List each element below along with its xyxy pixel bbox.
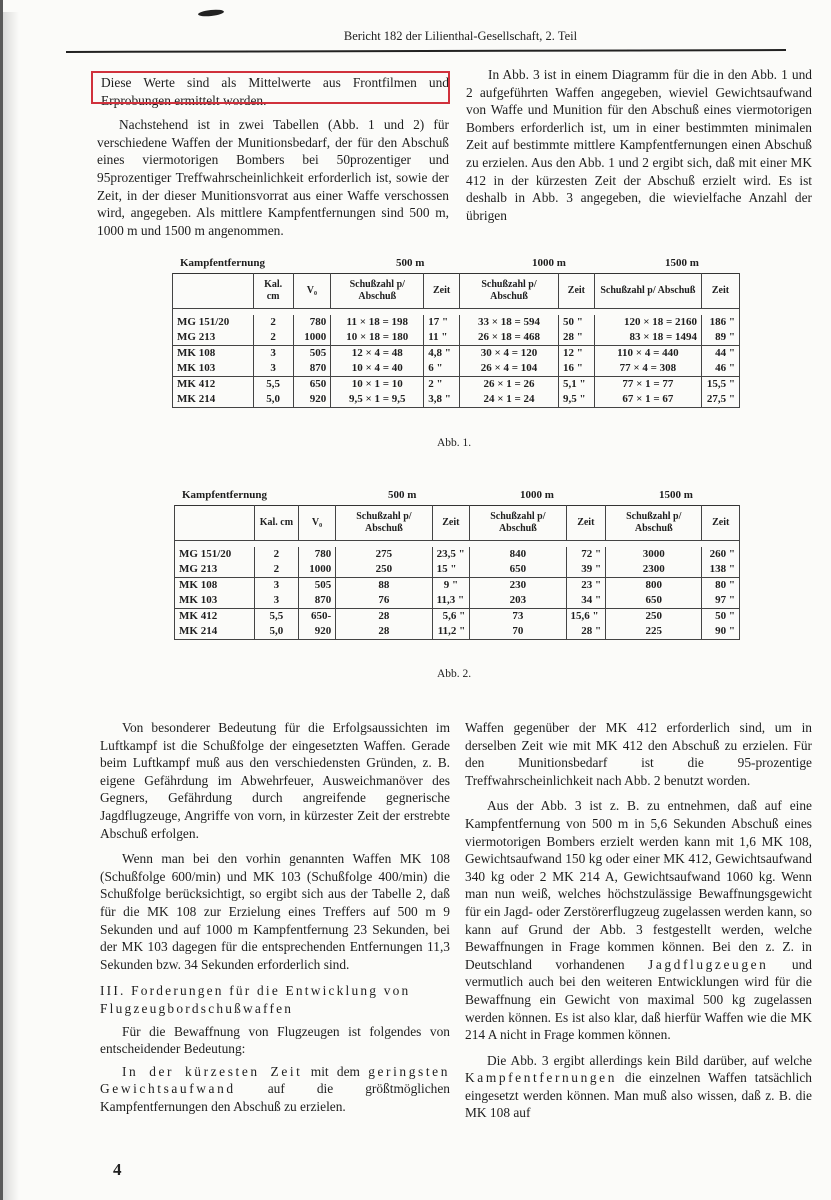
abb3-example-paragraph: Aus der Abb. 3 ist z. B. zu entnehmen, daß auf eine Kampfentfernung von 500 m in 5,6 Sekunden Abschuß eines viermotorigen Bombers erzielt werden kann mit 1,6 MK 108, Gewichtsaufwand 150 kg oder einer MK 412, Gewichtsaufwand 340 kg oder 2 MK 214 A, Gewichtsaufwand 1060 kg. Wenn man nun weiß, welches höchstzulässige Bewaffnungsgewicht für ein Jagd- oder Zerstörerflugzeug zugelassen werden kann, so kann auf Grund der Abb. 3 festgestellt werden, welche Bewaffnungen in Frage kommen können. Bei den z. Z. in Deutschland vorhandenen Jagdflugzeugen und vermutlich auch bei den weiteren Entwicklungen wird für die Bewaffnung ein Gewicht von maximal 500 kg zugelassen werden können. Es ist also klar, daß hierfür Waffen wie die MK 214 A nicht in Frage kommen können. (465, 798, 812, 1043)
zeit-1500-header: Zeit (702, 274, 740, 309)
ink-blot (198, 9, 224, 18)
table-row: MK 412 5,5 650 10 × 1 = 10 2 " 26 × 1 = 26 5,1 " 77 × 1 = 77 15,5 " (173, 377, 740, 393)
kal-header: Kal. cm (253, 274, 293, 309)
schuss-1500-header: Schußzahl p/ Abschuß (606, 506, 702, 541)
diagram-paragraph: In Abb. 3 ist in einem Diagramm für die in den Abb. 1 und 2 aufgeführten Waffen angegeben, wieviel Gewichtsaufwand von Waffe und Munition für den Abschuß eines viermotorigen Bombers erforderlich ist, um in einer bestimmten minimalen Zeit auf bestimmte mittlere Kampfentfernungen einen Abschuß zu erzielen. Aus den Abb. 1 und 2 ergibt sich, daß mit einer MK 412 in der kürzesten Zeit der Abschuß erzielt wird. Es ist deshalb in Abb. 3 angegeben, die wievielfache Anzahl der übrigen (466, 67, 812, 223)
kampfentfernung-label: Kampfentfernung (182, 489, 267, 501)
range-1500: 1500 m (665, 257, 699, 269)
table-row: MG 151/20 2 780 275 23,5 " 840 72 " 3000 260 " (175, 547, 740, 562)
range-500: 500 m (396, 257, 425, 269)
schuss-1000-header: Schußzahl p/ Abschuß (470, 506, 566, 541)
zeit-1000-header: Zeit (559, 274, 595, 309)
abb3-limit-paragraph: Die Abb. 3 ergibt allerdings kein Bild darüber, auf welche Kampfentfernungen die einzelnen Waffen tatsächlich eingesetzt werden können. Man muß also wissen, daß z. B. die MK 108 auf (465, 1052, 812, 1121)
schuss-500-header: Schußzahl p/ Abschuß (336, 506, 432, 541)
bottom-right-column (465, 719, 812, 1122)
schuss-1000-header: Schußzahl p/ Abschuß (459, 274, 558, 309)
kampfentfernung-label: Kampfentfernung (180, 257, 265, 269)
header-rule (66, 49, 786, 53)
top-right-column (466, 66, 812, 224)
kal-header: Kal. cm (255, 506, 299, 541)
table-row: MK 214 5,0 920 9,5 × 1 = 9,5 3,8 " 24 × 1 = 24 9,5 " 67 × 1 = 67 27,5 " (173, 392, 740, 408)
table-abb-1 (172, 257, 742, 408)
section-heading-iii: III. Forderungen für die Entwicklung von Flugzeugbordschußwaffen (100, 983, 411, 1016)
range-1500: 1500 m (659, 489, 693, 501)
schussfolge-paragraph: Von besonderer Bedeutung für die Erfolgsaussichten im Luftkampf ist die Schußfolge der eingesetzten Waffen. Gerade beim Luftkampf muß aus den verschiedensten Gründen, z. B. eigene Gefährdung im Abwehrfeuer, Ausweichmanöver des Gegners, Gefährdung durch angreifende gegnerische Jagdflugzeuge, Angriffe von vorn, in kürzester Zeit der erstrebte Abschuß erfolgen. (100, 720, 450, 841)
running-header: Bericht 182 der Lilienthal-Gesellschaft, 2. Teil (343, 29, 578, 43)
schuss-500-header: Schußzahl p/ Abschuß (331, 274, 424, 309)
bottom-left-column (100, 719, 450, 1115)
schuss-1500-header: Schußzahl p/ Abschuß (594, 274, 701, 309)
table-row: MK 214 5,0 920 28 11,2 " 70 28 " 225 90 " (175, 624, 740, 640)
continued-paragraph: Waffen gegenüber der MK 412 erforderlich sind, um in derselben Zeit wie mit MK 412 den Abschuß zu erzielen. Für den Munitionsbedarf ist die 95-prozentige Treffwahrscheinlichkeit nach Abb. 2 benutzt worden. (465, 720, 812, 788)
table-row: MK 108 3 505 12 × 4 = 48 4,8 " 30 × 4 = 120 12 " 110 × 4 = 440 44 " (173, 346, 740, 362)
ammo-table-50 (172, 273, 740, 408)
table-row: MK 108 3 505 88 9 " 230 23 " 800 80 " (175, 578, 740, 594)
table-row: MK 103 3 870 76 11,3 " 203 34 " 650 97 " (175, 593, 740, 609)
zeit-500-header: Zeit (432, 506, 470, 541)
table-row: MG 213 2 1000 10 × 18 = 180 11 " 26 × 18 = 468 28 " 83 × 18 = 1494 89 " (173, 330, 740, 346)
table-row: MK 412 5,5 650- 28 5,6 " 73 15,6 " 250 50 " (175, 609, 740, 625)
mk-comparison-paragraph: Wenn man bei den vorhin genannten Waffen MK 108 (Schußfolge 600/min) und MK 103 (Schußfolge 400/min) die Schußfolge berücksichtigt, so ergibt sich aus der Tabelle 2, daß für die MK 108 zur Erzielung eines Treffers auf 500 m 9 Sekunden und auf 1000 m Kampfentfernung 23 Sekunden, bei der MK 103 dagegen für die entsprechenden Entfernungen 11,3 Sekunden bzw. 34 Sekunden erforderlich sind. (100, 851, 450, 972)
figure-caption-abb-2: Abb. 2. (437, 668, 472, 680)
vo-header: V₀ (293, 274, 331, 309)
table-row: MG 151/20 2 780 11 × 18 = 198 17 " 33 × 18 = 594 50 " 120 × 18 = 2160 186 " (173, 315, 740, 330)
range-1000: 1000 m (532, 257, 566, 269)
page-number: 4 (113, 1160, 122, 1179)
requirement-paragraph: In der kürzesten Zeit mit dem geringsten Gewichtsaufwand auf die größtmöglichen Kampfentfernungen den Abschuß zu erzielen. (100, 1063, 450, 1114)
table-row: MG 213 2 1000 250 15 " 650 39 " 2300 138 " (175, 562, 740, 578)
figure-caption-abb-1: Abb. 1. (437, 437, 472, 449)
ammo-table-95 (174, 505, 740, 640)
vo-header: V₀ (298, 506, 336, 541)
weapon-header (173, 274, 254, 309)
intro-paragraph: Nachstehend ist in zwei Tabellen (Abb. 1 und 2) für verschiedene Waffen der Munitionsbedarf, der für den Abschuß eines viermotorigen Bombers bei 50prozentiger und 95prozentiger Treffwahrscheinlichkeit erforderlich ist, sowie der Zeit, in der dieser Munitionsvorrat aus einer Waffe verschossen wird, angegeben. Als mittlere Kampfentfernungen sind 500 m, 1000 m und 1500 m angenommen. (97, 117, 449, 238)
table-abb-2 (174, 489, 744, 640)
zeit-1500-header: Zeit (702, 506, 740, 541)
bewaffnung-paragraph: Für die Bewaffnung von Flugzeugen ist folgendes von entscheidender Bedeutung: (100, 1023, 450, 1057)
range-500: 500 m (388, 489, 417, 501)
zeit-1000-header: Zeit (566, 506, 606, 541)
range-1000: 1000 m (520, 489, 554, 501)
zeit-500-header: Zeit (424, 274, 460, 309)
highlight-box (91, 71, 450, 104)
weapon-header (175, 506, 255, 541)
highlighted-note: Diese Werte sind als Mittelwerte aus Frontfilmen und Erprobungen ermittelt worden. (101, 75, 449, 108)
table-row: MK 103 3 870 10 × 4 = 40 6 " 26 × 4 = 104 16 " 77 × 4 = 308 46 " (173, 361, 740, 377)
scan-shadow (3, 12, 19, 1200)
